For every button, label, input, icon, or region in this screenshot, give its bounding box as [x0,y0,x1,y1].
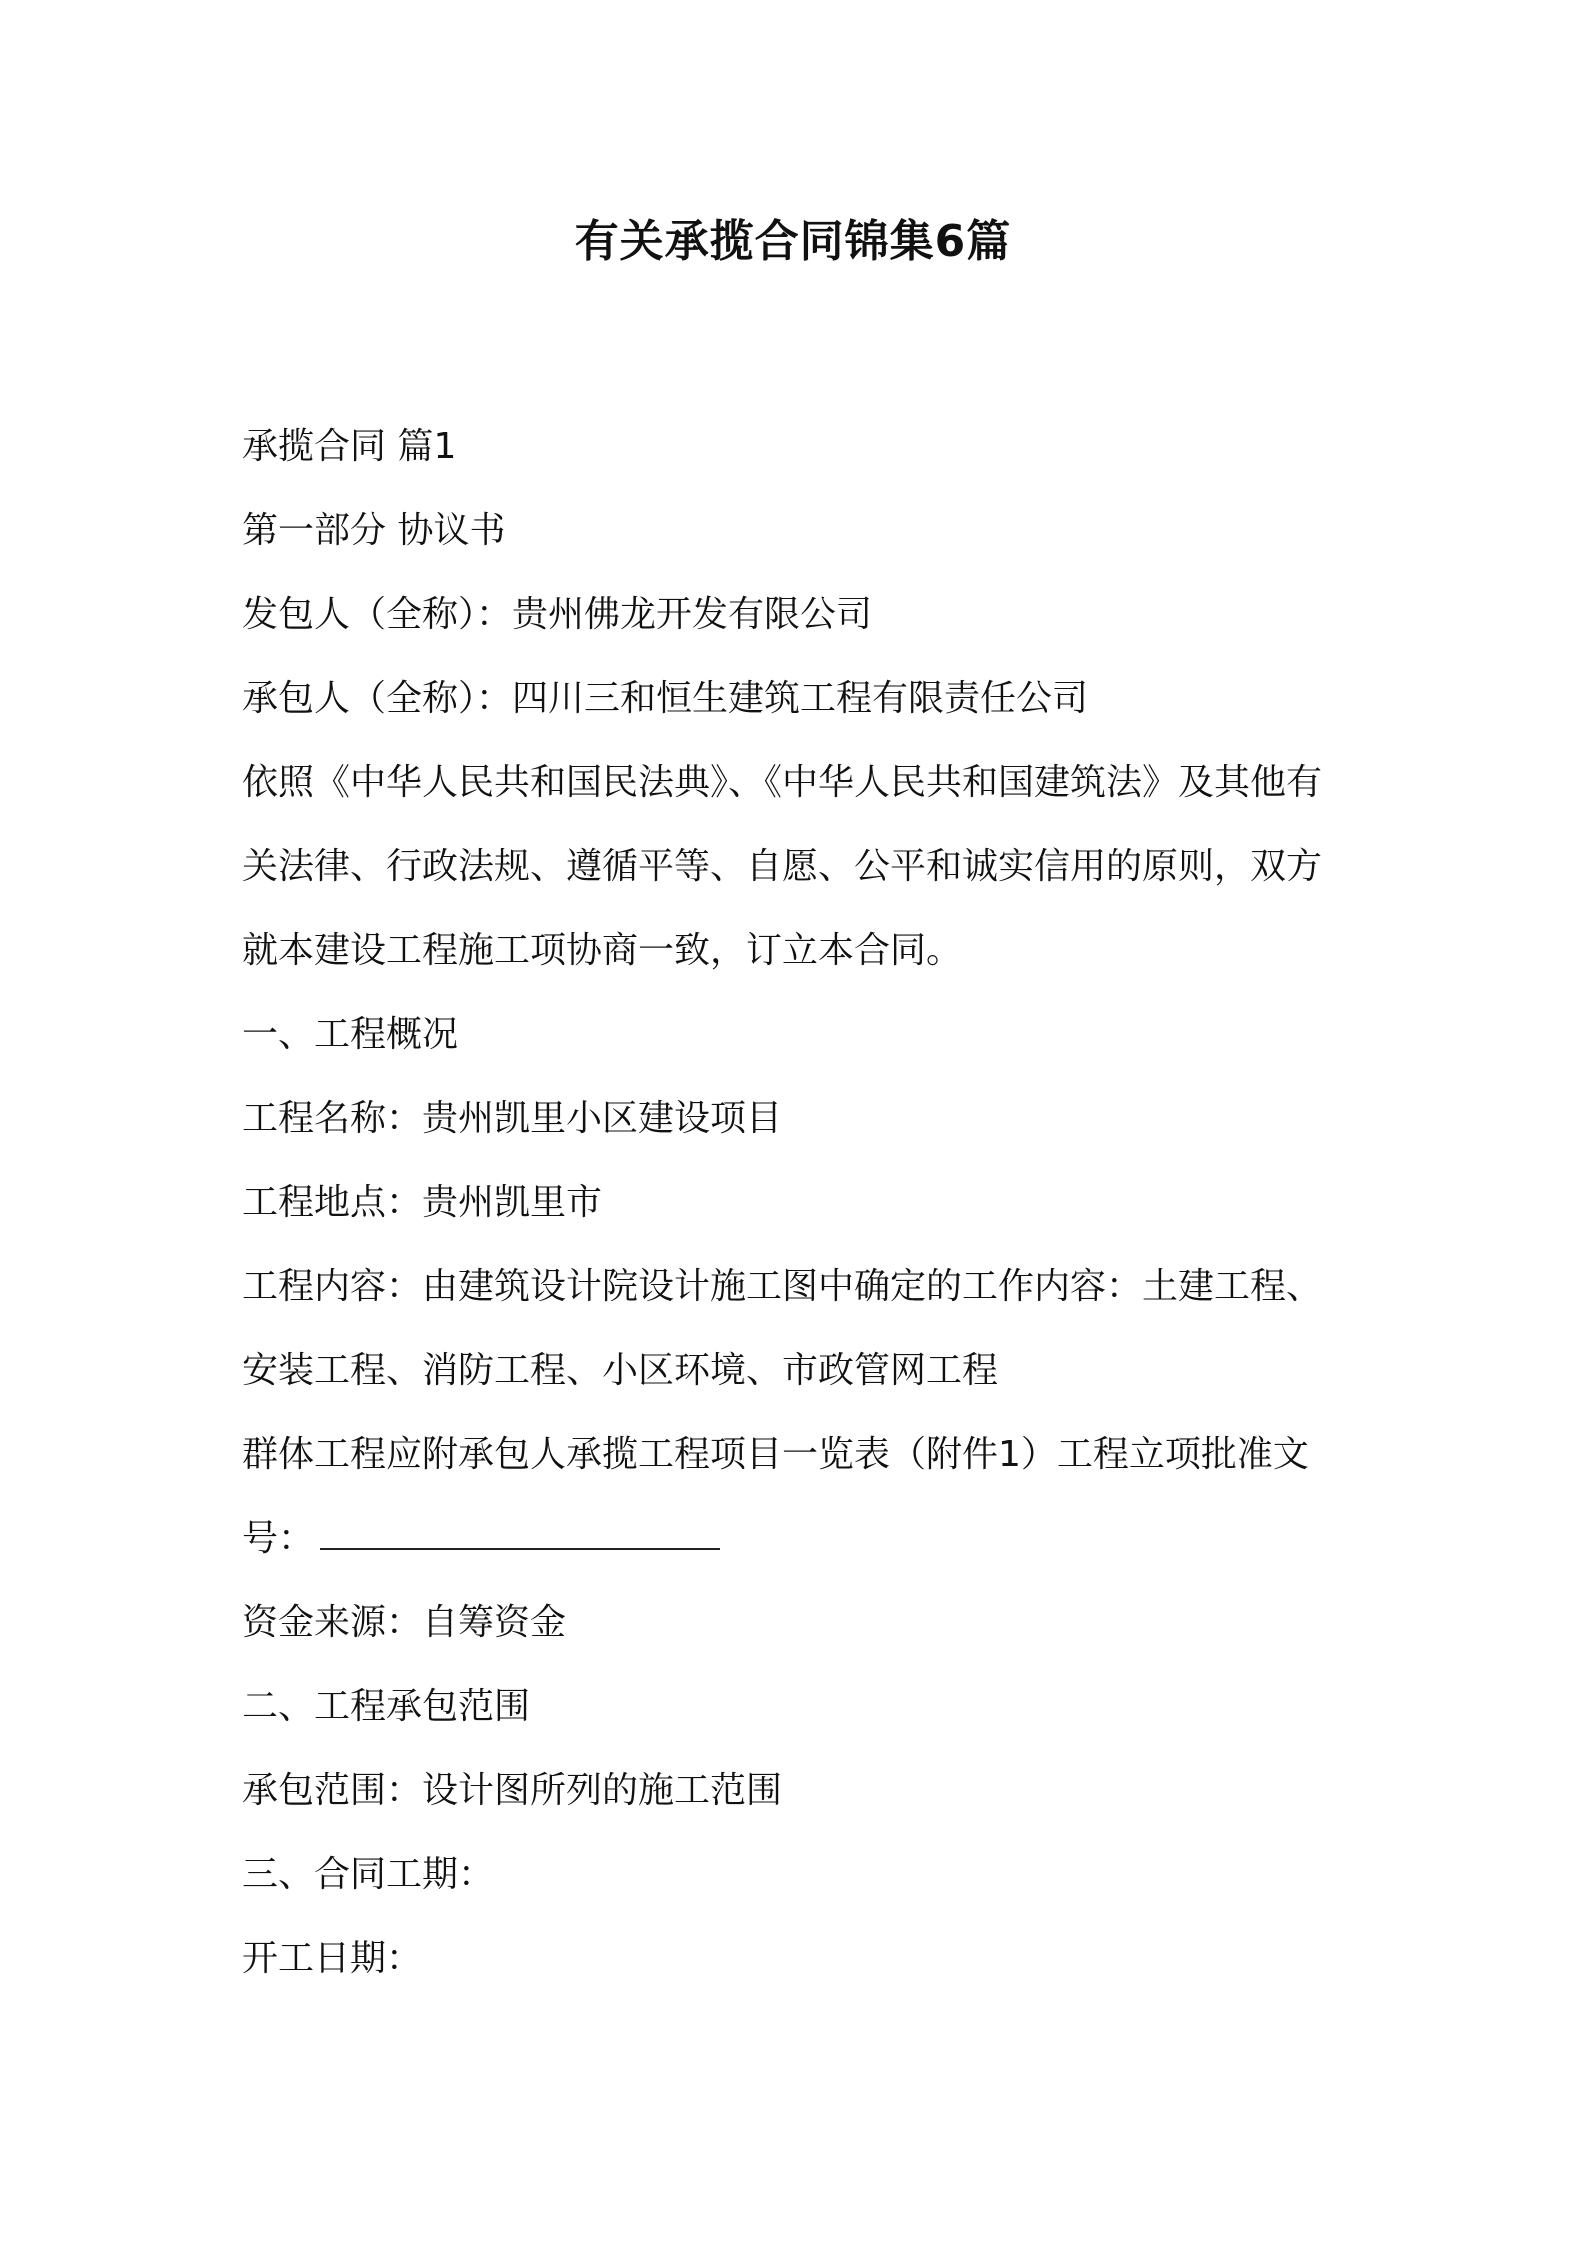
approval-number-label: 号： [242,1518,315,1559]
project-content-line: 工程内容：由建筑设计院设计施工图中确定的工作内容：土建工程、 [242,1266,1323,1307]
project-content-line: 安装工程、消防工程、小区环境、市政管网工程 [242,1350,999,1391]
start-date-line: 开工日期： [242,1938,423,1979]
paragraph-line: 就本建设工程施工项协商一致，订立本合同。 [242,930,963,971]
approval-line: 群体工程应附承包人承揽工程项目一览表（附件1）工程立项批准文 [242,1434,1309,1475]
section-heading-overview: 一、工程概况 [242,1014,459,1055]
section-heading-part1: 承揽合同 篇1 [242,426,457,467]
funding-source-line: 资金来源：自筹资金 [242,1602,567,1643]
contractor-line: 承包人（全称）：四川三和恒生建筑工程有限责任公司 [242,678,1089,719]
document-title: 有关承揽合同锦集6篇 [574,216,1012,267]
project-location-line: 工程地点：贵州凯里市 [242,1182,603,1223]
section-heading-duration: 三、合同工期： [242,1854,495,1895]
project-name-line: 工程名称：贵州凯里小区建设项目 [242,1098,783,1139]
paragraph-line: 依照《中华人民共和国民法典》、《中华人民共和国建筑法》及其他有 [242,762,1323,803]
employer-line: 发包人（全称）：贵州佛龙开发有限公司 [242,594,873,635]
document-body [242,405,1362,2001]
approval-number-line [242,1497,1362,1581]
blank-underline [320,1512,720,1550]
section-heading-scope: 二、工程承包范围 [242,1686,531,1727]
paragraph-line: 关法律、行政法规、遵循平等、自愿、公平和诚实信用的原则，双方 [242,846,1323,887]
part-heading-agreement: 第一部分 协议书 [242,510,506,551]
scope-line: 承包范围：设计图所列的施工范围 [242,1770,783,1811]
